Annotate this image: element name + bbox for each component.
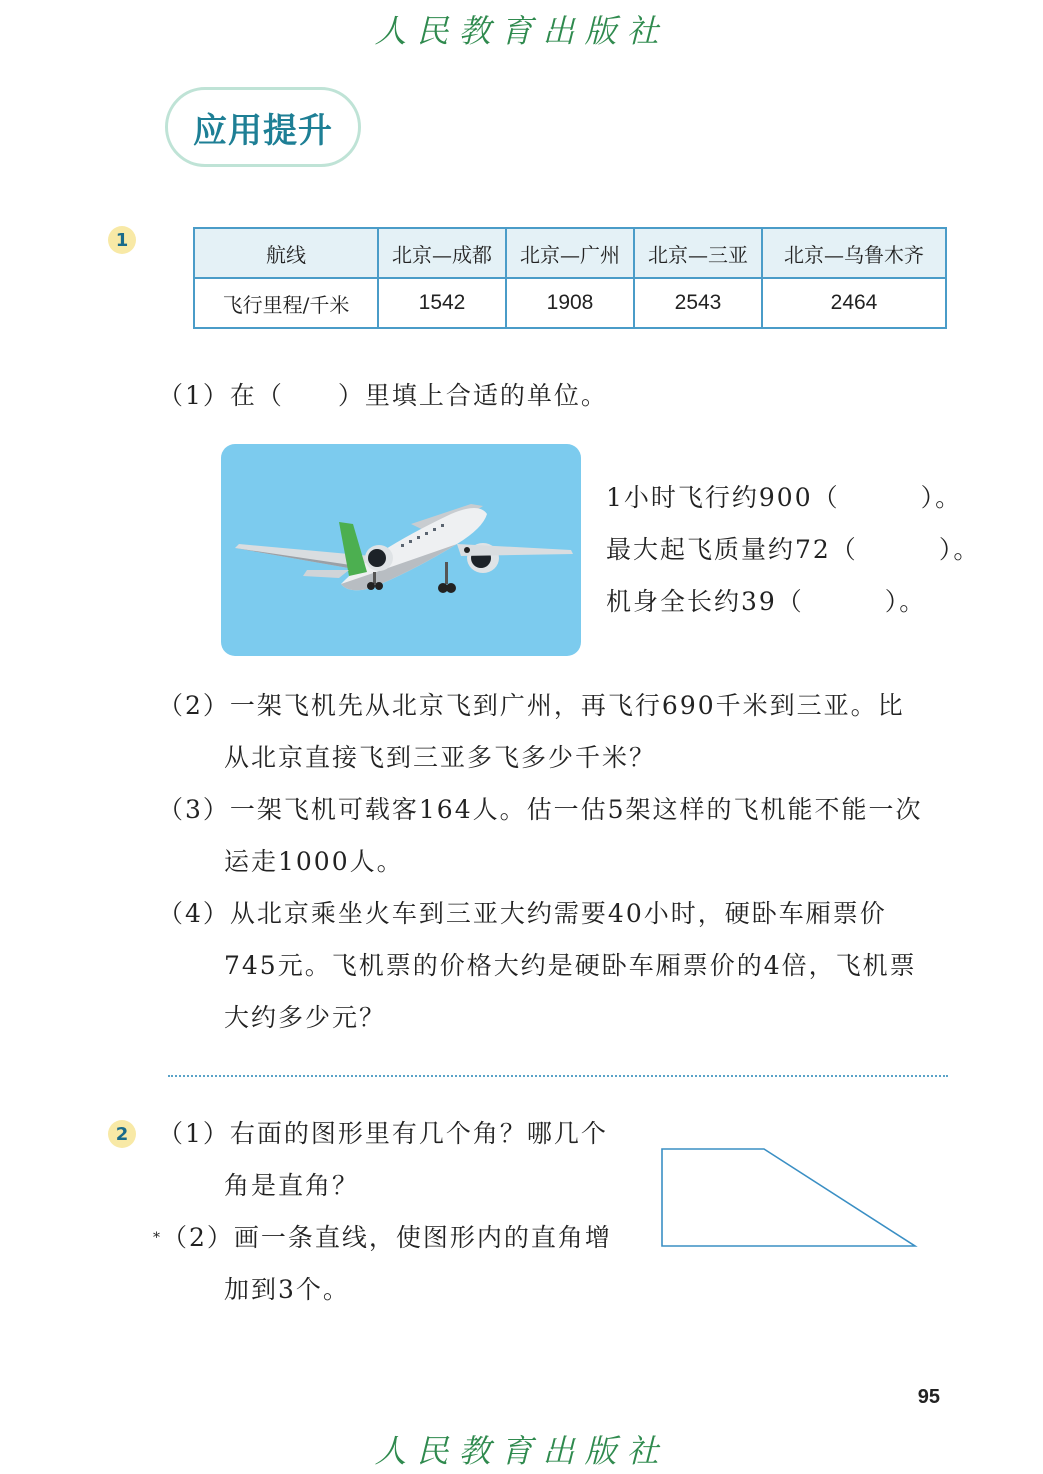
publisher-header: 人民教育出版社	[374, 12, 669, 50]
fill-blank-3: 机身全长约39（ ）。	[606, 587, 927, 616]
question-2-1-line1: （1）右面的图形里有几个角？哪几个	[158, 1119, 608, 1148]
question-1-3-line2: 运走1000人。	[224, 847, 404, 876]
table-header-cell: 北京—乌鲁木齐	[762, 228, 946, 278]
question-2-2-line2: 加到3个。	[224, 1275, 350, 1304]
question-1-1: （1）在（ ）里填上合适的单位。	[158, 381, 608, 410]
table-header-cell: 航线	[194, 228, 378, 278]
section-title: 应用提升	[193, 110, 333, 151]
fill-blank-2: 最大起飞质量约72（ ）。	[606, 535, 981, 564]
question-2-1-line2: 角是直角？	[224, 1171, 360, 1200]
problem-number-badge: 1	[108, 226, 136, 254]
table-row-label: 飞行里程/千米	[194, 278, 378, 328]
optional-star-mark: *	[153, 1230, 162, 1246]
table-cell: 2464	[762, 278, 946, 328]
question-1-3-line1: （3）一架飞机可载客164人。估一估5架这样的飞机能不能一次	[158, 795, 923, 824]
table-header-cell: 北京—广州	[506, 228, 634, 278]
table-cell: 2543	[634, 278, 762, 328]
trapezoid-figure	[655, 1143, 925, 1255]
table-header-row	[194, 228, 946, 278]
publisher-footer: 人民教育出版社	[374, 1432, 669, 1470]
question-2-2-text: （2）画一条直线，使图形内的直角增	[162, 1223, 612, 1252]
table-cell: 1542	[378, 278, 506, 328]
airplane-image	[221, 444, 581, 656]
question-2-2-line1	[153, 1212, 612, 1264]
table-header-cell: 北京—成都	[378, 228, 506, 278]
question-1-4-line2: 745元。飞机票的价格大约是硬卧车厢票价的4倍，飞机票	[224, 951, 917, 980]
fill-blank-1: 1小时飞行约900（ ）。	[606, 483, 963, 512]
section-title-badge	[165, 87, 361, 167]
table-cell: 1908	[506, 278, 634, 328]
question-1-2-line2: 从北京直接飞到三亚多飞多少千米？	[224, 743, 657, 772]
table-header-cell: 北京—三亚	[634, 228, 762, 278]
question-1-4-line1: （4）从北京乘坐火车到三亚大约需要40小时，硬卧车厢票价	[158, 899, 887, 928]
page-number: 95	[917, 1386, 940, 1408]
airplane-icon	[221, 444, 581, 656]
problem-number-badge: 2	[108, 1120, 136, 1148]
question-1-4-line3: 大约多少元？	[224, 1003, 387, 1032]
section-divider	[168, 1075, 948, 1077]
flight-distance-table	[193, 227, 947, 329]
table-row	[194, 278, 946, 328]
question-1-2-line1: （2）一架飞机先从北京飞到广州，再飞行690千米到三亚。比	[158, 691, 905, 720]
